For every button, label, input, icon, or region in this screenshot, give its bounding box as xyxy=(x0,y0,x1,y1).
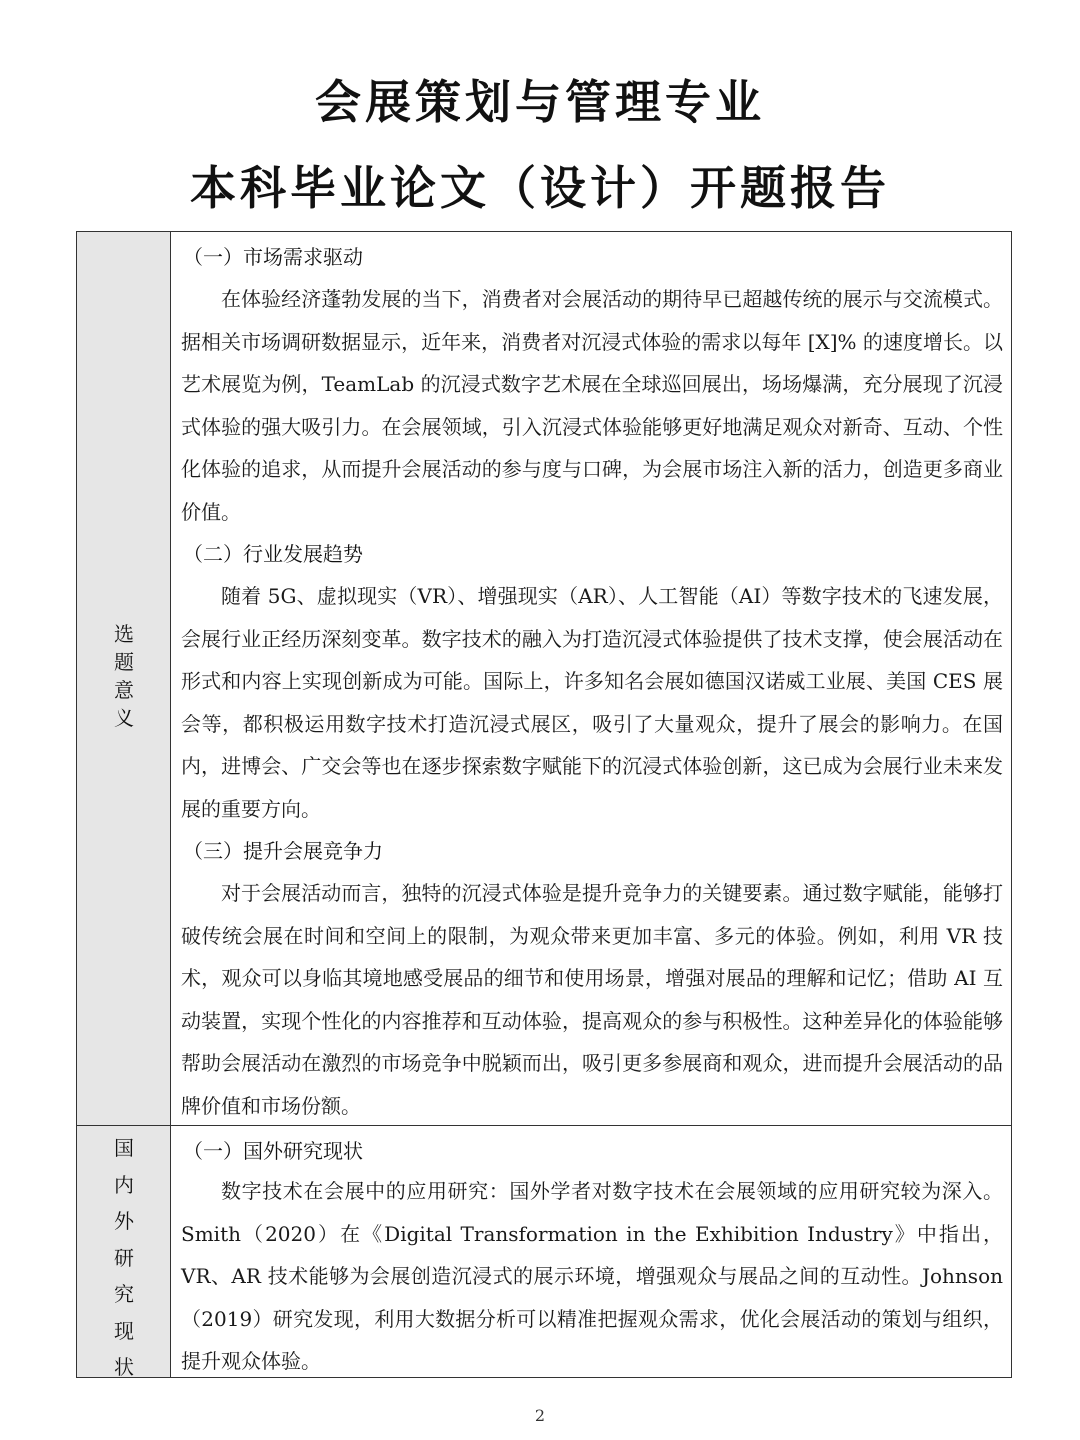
document-title-line-2: 本科毕业论文（设计）开题报告 xyxy=(190,161,890,215)
paragraph-foreign-research: 数字技术在会展中的应用研究：国外学者对数字技术在会展领域的应用研究较为深入。Smith（2020）在《Digital Transformation in the Exhibition Industry》中指出，VR、AR 技术能够为会展创造沉浸式的展示环境，增强观众与展品之间的互动性。Johnson（2019）研究发现，利用大数据分析可以精准把握观众需求，优化会展活动的策划与组织，提升观众体验。 xyxy=(181,1179,1003,1373)
paragraph-competitiveness: 对于会展活动而言，独特的沉浸式体验是提升竞争力的关键要素。通过数字赋能，能够打破传统会展在时间和空间上的限制，为观众带来更加丰富、多元的体验。例如，利用 VR 技术，观众可以身临其境地感受展品的细节和使用场景，增强对展品的理解和记忆；借助 AI 互动装置，实现个性化的内容推荐和互动体验，提高观众的参与积极性。这种差异化的体验能够帮助会展活动在激烈的市场竞争中脱颖而出，吸引更多参展商和观众，进而提升会展活动的品牌价值和市场份额。 xyxy=(181,881,1003,1118)
report-table xyxy=(76,231,1012,1378)
document-title-line-1: 会展策划与管理专业 xyxy=(315,75,765,129)
subheading-foreign-research: （一）国外研究现状 xyxy=(183,1139,363,1163)
page-number: 2 xyxy=(534,1406,546,1425)
paragraph-industry-trend: 随着 5G、虚拟现实（VR）、增强现实（AR）、人工智能（AI）等数字技术的飞速发展，会展行业正经历深刻变革。数字技术的融入为打造沉浸式体验提供了技术支撑，使会展活动在形式和内容上实现创新成为可能。国际上，许多知名会展如德国汉诺威工业展、美国 CES 展会等，都积极运用数字技术打造沉浸式展区，吸引了大量观众，提升了展会的影响力。在国内，进博会、广交会等也在逐步探索数字赋能下的沉浸式体验创新，这已成为会展行业未来发展的重要方向。 xyxy=(181,584,1003,821)
section-row-topic-significance xyxy=(77,232,1011,1126)
section-content-cell xyxy=(171,232,1011,1125)
section-label-topic-significance: 选 题 意 义 xyxy=(114,622,134,730)
subheading-industry-trend: （二）行业发展趋势 xyxy=(183,542,363,566)
section-label-cell xyxy=(77,1126,171,1377)
section-label-cell xyxy=(77,232,171,1125)
section-label-research-status: 国 内 外 研 究 现 状 xyxy=(114,1136,134,1379)
subheading-competitiveness: （三）提升会展竞争力 xyxy=(183,839,383,863)
section-content-cell xyxy=(171,1126,1011,1377)
paragraph-market-demand: 在体验经济蓬勃发展的当下，消费者对会展活动的期待早已超越传统的展示与交流模式。据相关市场调研数据显示，近年来，消费者对沉浸式体验的需求以每年 [X]% 的速度增长。以艺术展览为例，TeamLab 的沉浸式数字艺术展在全球巡回展出，场场爆满，充分展现了沉浸式体验的强大吸引力。在会展领域，引入沉浸式体验能够更好地满足观众对新奇、互动、个性化体验的追求，从而提升会展活动的参与度与口碑，为会展市场注入新的活力，创造更多商业价值。 xyxy=(181,287,1003,524)
subheading-market-demand: （一）市场需求驱动 xyxy=(183,245,363,269)
section-row-research-status xyxy=(77,1126,1011,1377)
